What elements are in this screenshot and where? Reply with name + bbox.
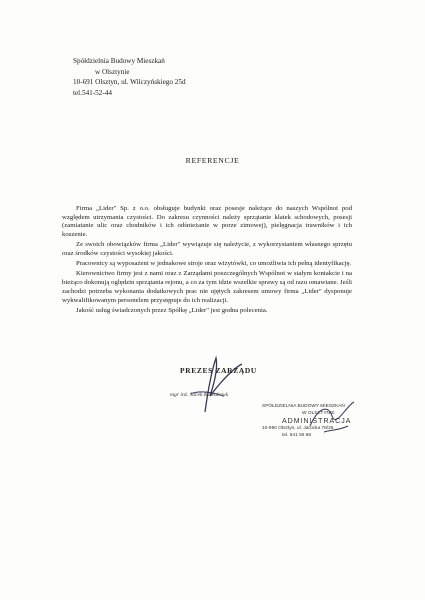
org-stamp-address: 10-690 Olsztyn, ul. Jarocka 78/25 [262, 426, 334, 431]
paragraph-5: Jakość usług świadczonych przez Spółkę „Lider" jest godna polecenia. [76, 306, 268, 314]
president-stamp-title: PREZES ZARZĄDU [180, 366, 257, 375]
org-stamp-city: W OLSZTYNIE [302, 410, 335, 416]
paragraph-1: Firma „Lider" Sp. z o.o. obsługuje budynki oraz posesje należące do naszych Wspólnot pod względem utrzymania czystości. Do zakresu czynności należy sprzątanie klatek schodowych, posesji (zamiatanie ulic oraz chodników i ich odśnieżanie w porze zimowej), pielęgnacja trawników i ich koszenie. [62, 205, 352, 239]
org-stamp-phone: tel. 541 56 66 [282, 432, 312, 438]
org-stamp-name: SPÓŁDZIELNIA BUDOWY MIESZKAŃ [262, 404, 345, 409]
sender-city: w Olsztynie [95, 67, 130, 76]
sender-address [73, 56, 273, 98]
paragraph-3: Pracownicy są wyposażeni w jednakowe stroje oraz wizytówki, co umożliwia ich pełną identyfikację. [76, 260, 352, 268]
president-stamp-name: mgr inż. Jacek Kowalczyk [170, 392, 229, 398]
signature-handwritten [150, 350, 270, 420]
org-stamp-dept: ADMINISTRACJA [282, 418, 352, 425]
paragraph-4: Kierownictwo firmy jest z nami oraz z Zarządami poszczególnych Wspólnot w stałym kontakcie i na bieżąco dokonują oględzin sprzątania rejonu, a co za tym idzie wszelkie sprawy są od razu omawiane. Jeśli zachodzi potrzeba wykonania dodatkowych prac nie ujętych zakresem umowy firma „Lider" dysponuje wykwalifikowanym personelem przystępuje do ich realizacji. [62, 270, 352, 304]
sender-phone: tel.541-52-44 [73, 88, 112, 97]
paragraph-2: Ze swoich obowiązków firma „Lider" wywiązuje się należycie, z wykorzystaniem własnego sprzętu oraz środków czystości wysokiej jakości. [62, 241, 352, 258]
sender-street: 10-691 Olsztyn, ul. Wilczyńskiego 25d [73, 78, 186, 87]
sender-name: Spółdzielnia Budowy Mieszkań [73, 57, 165, 65]
letter-body [62, 205, 352, 317]
document-title: REFERENCJE [185, 156, 240, 165]
stamp-signature-scribble [300, 396, 380, 441]
